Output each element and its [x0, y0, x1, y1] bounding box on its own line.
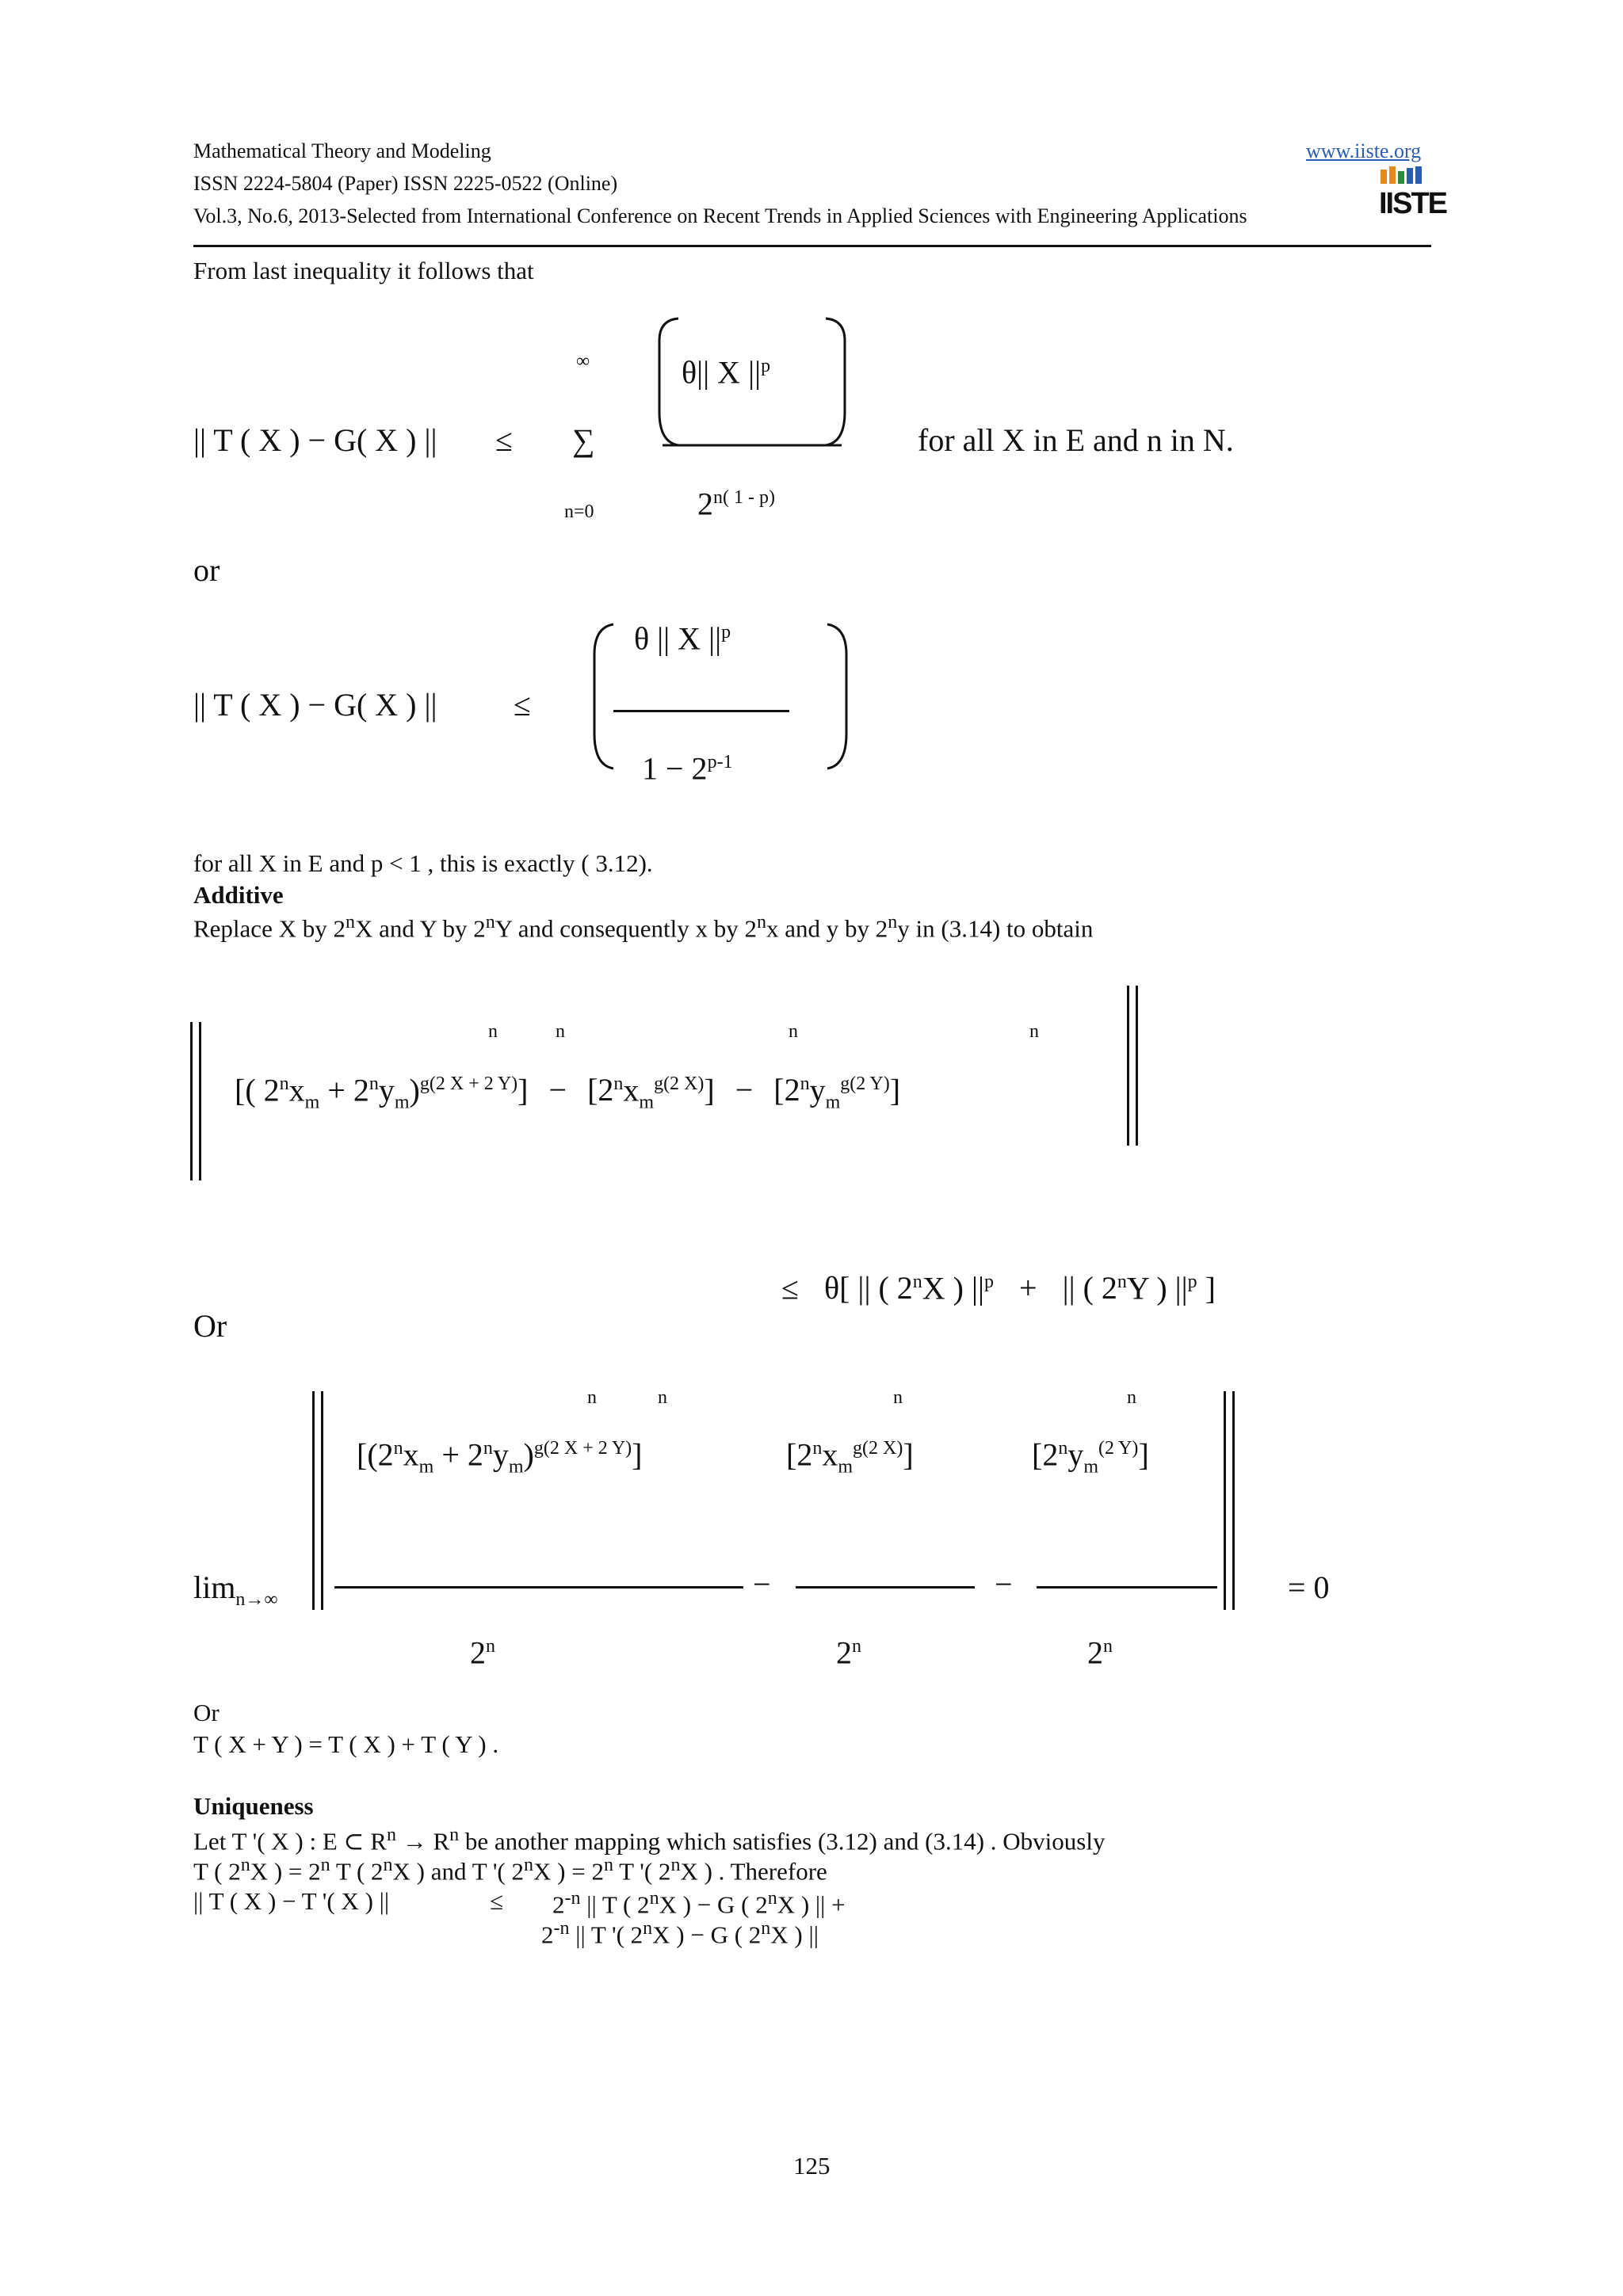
limit-operator: $\lim_{n\to\infty}$ — [193, 1569, 278, 1610]
header-rule — [193, 245, 1431, 247]
eq1-numerator: θ|| X $||^p$ — [682, 354, 771, 391]
additive-heading: Additive — [193, 881, 284, 909]
norm-bar-right-1 — [1127, 986, 1129, 1146]
issn-line: ISSN 2224-5804 (Paper) ISSN 2225-0522 (Online) — [193, 172, 618, 195]
eq1-leq: ≤ — [495, 422, 513, 458]
norm-bar-left-1 — [190, 1022, 193, 1180]
eq3-n-mark: n — [488, 1021, 498, 1042]
journal-url-link[interactable]: www.iiste.org — [1306, 139, 1422, 162]
eq4-numerator-2: $[2^nx_m^{g(2 X)}]$ — [786, 1436, 914, 1478]
norm-bar-right-1 — [1224, 1391, 1226, 1610]
uniqueness-line-3-leq: ≤ — [490, 1887, 504, 1915]
eq1-condition: for all X in E and n in N. — [918, 422, 1234, 458]
eq3-n-mark: n — [789, 1021, 798, 1042]
eq4-denominator-3: 2$^n$ — [1087, 1634, 1113, 1671]
norm-bar-left-2 — [321, 1391, 323, 1610]
eq1-denominator: $2^{n( 1 - p)}$ — [697, 486, 775, 522]
eq3-n-mark: n — [556, 1021, 565, 1042]
sum-lower-limit: n=0 — [564, 502, 594, 522]
eq3-rhs: ≤ θ[ || ( 2$^n$X ) $||^p$ + || ( 2$^n$Y ) $||^p$ ] — [781, 1270, 1216, 1306]
eq4-n-mark: n — [893, 1387, 903, 1408]
replace-line: Replace X by 2$^n$X and Y by 2$^n$Y and consequently x by 2$^n$x and y by 2$^n$y in (3.14) to obtain — [193, 912, 1094, 943]
eq4-numerator-3: $[2^ny_m^{(2 Y)}]$ — [1032, 1436, 1149, 1478]
iiste-logo — [1379, 166, 1447, 223]
volume-line: Vol.3, No.6, 2013-Selected from International Conference on Recent Trends in Applied Sciences with Engineering Applications — [193, 204, 1247, 227]
uniqueness-line-3-lhs: || T ( X ) − T '( X ) || — [193, 1887, 390, 1915]
or-1: or — [193, 552, 220, 588]
eq4-minus-2: − — [995, 1566, 1013, 1602]
eq4-n-mark: n — [658, 1387, 667, 1408]
uniqueness-line-1: Let T '( X ) : E ⊂ $R^n \to R^n$ be another mapping which satisfies (3.12) and (3.14) . Obviously — [193, 1825, 1106, 1855]
eq4-numerator-1: $[(2^nx_m + 2^ny_m)^{g(2 X + 2 Y)}]$ — [357, 1436, 643, 1478]
eq2-denominator: $1 - 2^{p-1}$ — [642, 750, 733, 787]
eq4-denominator-1: 2$^n$ — [470, 1634, 495, 1671]
eq4-fraction-bar-2 — [796, 1586, 975, 1589]
eq4-n-mark: n — [587, 1387, 597, 1408]
intro-text: From last inequality it follows that — [193, 257, 534, 284]
eq1-lhs: || T ( X ) − G( X ) || — [193, 422, 437, 458]
norm-bar-right-2 — [1136, 986, 1138, 1146]
norm-bar-left-2 — [199, 1022, 201, 1180]
additivity-result: T ( X + Y ) = T ( X ) + T ( Y ) . — [193, 1730, 499, 1758]
sum-symbol: ∑ — [572, 422, 595, 458]
line-3-12: for all X in E and p < 1 , this is exactly ( 3.12). — [193, 849, 653, 877]
page-number: 125 — [793, 2152, 831, 2180]
eq2-lhs: || T ( X ) − G( X ) || — [193, 687, 437, 723]
eq2-numerator: θ || X $||^p$ — [634, 620, 731, 657]
eq4-equals-zero: = 0 — [1288, 1569, 1330, 1605]
journal-title: Mathematical Theory and Modeling — [193, 139, 491, 162]
or-2: Or — [193, 1308, 227, 1344]
uniqueness-line-3-rhs: $2^{-n}$ || T ( 2$^n$X ) − G ( 2$^n$X ) || + — [552, 1888, 846, 1919]
eq2-leq: ≤ — [514, 687, 531, 723]
eq4-fraction-bar-1 — [334, 1586, 743, 1589]
eq2-fraction-bar — [613, 710, 789, 712]
sum-upper-limit: ∞ — [576, 351, 590, 372]
uniqueness-line-2: T ( 2$^n$X ) = $2^n$ T ( 2$^n$X ) and T '( 2$^n$X ) = $2^n$ T '( 2$^n$X ) . Therefore — [193, 1855, 827, 1886]
norm-bar-right-2 — [1232, 1391, 1235, 1610]
norm-bar-left-1 — [312, 1391, 315, 1610]
eq4-denominator-2: 2$^n$ — [836, 1634, 861, 1671]
uniqueness-heading: Uniqueness — [193, 1792, 314, 1820]
eq3-n-mark: n — [1029, 1021, 1039, 1042]
eq4-n-mark: n — [1127, 1387, 1136, 1408]
eq4-fraction-bar-3 — [1037, 1586, 1217, 1589]
uniqueness-line-4: $2^{-n}$ || T '( 2$^n$X ) − G ( 2$^n$X ) || — [541, 1918, 819, 1949]
or-3: Or — [193, 1699, 220, 1726]
logo-text: IISTE — [1379, 187, 1447, 220]
eq4-minus-1: − — [753, 1566, 771, 1602]
eq3-expression: [( $2^nx_m + 2^ny_m)^{g(2 X + 2 Y)}] - [2^nx_m^{g(2 X)}] - [2^ny_m^{g(2 Y)}]$ — [235, 1072, 901, 1113]
